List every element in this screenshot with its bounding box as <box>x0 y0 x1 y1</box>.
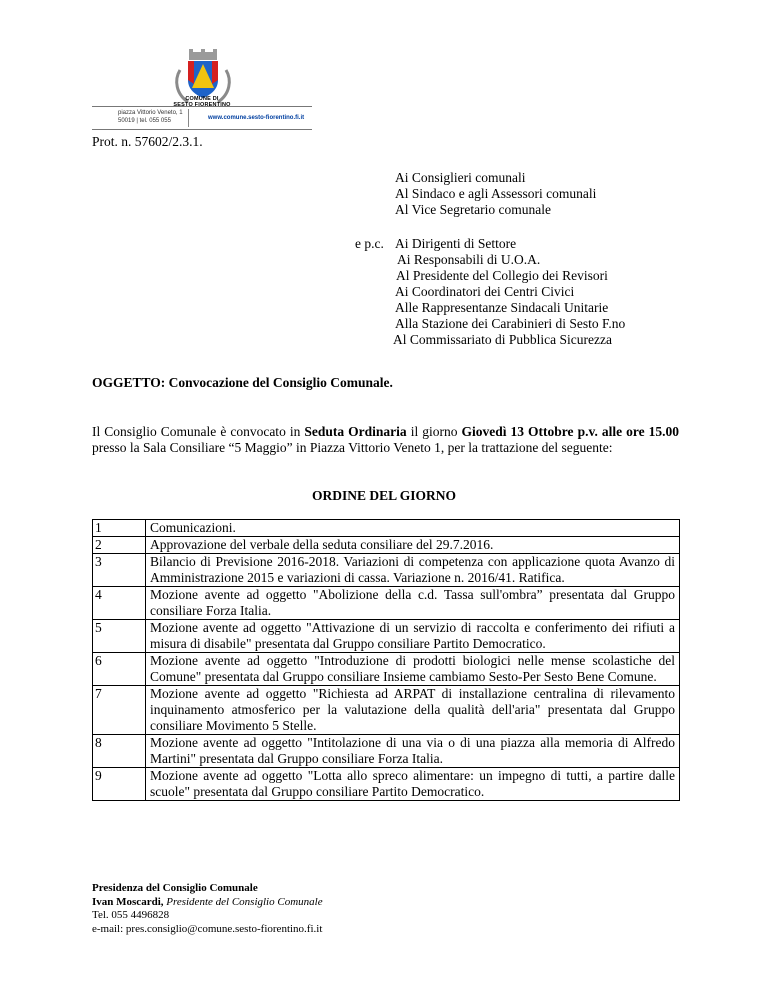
agenda-number: 3 <box>93 554 146 587</box>
intro-date-time: Giovedì 13 Ottobre p.v. alle ore 15.00 <box>461 424 680 439</box>
subject-line: OGGETTO: Convocazione del Consiglio Comunale. <box>92 375 393 390</box>
cc-item: Ai Dirigenti di Settore <box>395 236 517 251</box>
intro-text: il giorno <box>406 424 462 439</box>
agenda-number: 8 <box>93 735 146 768</box>
agenda-row <box>93 735 680 768</box>
agenda-row <box>93 554 680 587</box>
address-line: piazza Vittorio Veneto, 1 <box>118 110 183 116</box>
cc-item: Alle Rappresentanze Sindacali Unitarie <box>395 300 609 315</box>
letterhead-logo <box>92 44 312 132</box>
agenda-description: Mozione avente ad oggetto "Lotta allo spreco alimentare: un impegno di tutti, a partire dalle scuole" presentata dal Gruppo consiliare Partito Democratico. <box>146 768 680 801</box>
agenda-description: Mozione avente ad oggetto "Attivazione di un servizio di raccolta e conferimento dei rifiuti a misura di disabile" presentata dal Gruppo consiliare Partito Democratico. <box>146 620 680 653</box>
cc-item: Ai Responsabili di U.O.A. <box>397 252 541 267</box>
intro-text: Il Consiglio Comunale è convocato in <box>92 424 305 439</box>
intro-session-type: Seduta Ordinaria <box>304 424 407 439</box>
agenda-number: 9 <box>93 768 146 801</box>
crest-label-comune: COMUNE DI <box>185 96 219 102</box>
agenda-description: Comunicazioni. <box>146 520 680 537</box>
cc-item: Al Presidente del Collegio dei Revisori <box>396 268 608 283</box>
footer-role: Presidente del Consiglio Comunale <box>166 895 323 908</box>
agenda-row <box>93 520 680 537</box>
agenda-number: 4 <box>93 587 146 620</box>
agenda-number: 6 <box>93 653 146 686</box>
agenda-description: Bilancio di Previsione 2016-2018. Variazioni di competenza con applicazione quota Avanzo di Amministrazione 2015 e variazioni di cassa. Variazione n. 2016/41. Ratifica. <box>146 554 680 587</box>
protocol-number: Prot. n. 57602/2.3.1. <box>92 134 203 149</box>
recipient-item: Ai Consiglieri comunali <box>395 170 526 185</box>
agenda-row <box>93 537 680 554</box>
cc-label: e p.c. <box>355 236 384 251</box>
crest-label-city: SESTO FIORENTINO <box>173 102 231 108</box>
address-phone: 50019 | tel. 055 055 <box>118 118 171 124</box>
cc-item: Alla Stazione dei Carabinieri di Sesto F.no <box>395 316 626 331</box>
footer-phone: Tel. 055 4496828 <box>92 909 170 921</box>
footer-name: Ivan Moscardi, <box>92 895 164 908</box>
address-strip <box>92 106 312 130</box>
agenda-description: Mozione avente ad oggetto "Introduzione di prodotti biologici nelle mense scolastiche del Comune" presentata dal Gruppo consiliare Insieme cambiamo Sesto-Per Sesto Bene Comune. <box>146 653 680 686</box>
cc-item: Al Commissariato di Pubblica Sicurezza <box>393 332 612 347</box>
agenda-row <box>93 686 680 735</box>
website-link[interactable]: www.comune.sesto-fiorentino.fi.it <box>208 115 305 121</box>
address-divider <box>188 109 189 127</box>
address-block <box>118 109 188 125</box>
agenda-description: Mozione avente ad oggetto "Richiesta ad ARPAT di installazione centralina di rilevamento inquinamento atmosferico per la valutazione della qualità dell'aria" presentata dal Gruppo consiliare Movimento 5 Stelle. <box>146 686 680 735</box>
cc-item: Ai Coordinatori dei Centri Civici <box>395 284 575 299</box>
recipient-list <box>395 170 596 218</box>
recipient-item: Al Sindaco e agli Assessori comunali <box>395 186 597 201</box>
agenda-row <box>93 587 680 620</box>
agenda-number: 2 <box>93 537 146 554</box>
footer-signatory <box>92 896 323 910</box>
agenda-description: Mozione avente ad oggetto "Intitolazione di una via o di una piazza alla memoria di Alfredo Martini" presentata dal Gruppo consiliare Forza Italia. <box>146 735 680 768</box>
footer-signature <box>92 882 323 936</box>
agenda-row <box>93 620 680 653</box>
agenda-row <box>93 653 680 686</box>
agenda-description: Approvazione del verbale della seduta consiliare del 29.7.2016. <box>146 537 680 554</box>
intro-paragraph <box>92 424 679 456</box>
agenda-number: 1 <box>93 520 146 537</box>
agenda-number: 5 <box>93 620 146 653</box>
agenda-table <box>92 519 680 801</box>
agenda-row <box>93 768 680 801</box>
footer-email[interactable]: e-mail: pres.consiglio@comune.sesto-fiorentino.fi.it <box>92 922 323 935</box>
footer-office: Presidenza del Consiglio Comunale <box>92 882 258 894</box>
agenda-description: Mozione avente ad oggetto "Abolizione della c.d. Tassa sull'ombra” presentata dal Gruppo consiliare Forza Italia. <box>146 587 680 620</box>
agenda-number: 7 <box>93 686 146 735</box>
intro-text: presso la Sala Consiliare “5 Maggio” in Piazza Vittorio Veneto 1, per la trattazione del seguente: <box>92 440 613 455</box>
recipient-item: Al Vice Segretario comunale <box>395 202 552 217</box>
agenda-title: ORDINE DEL GIORNO <box>311 488 457 503</box>
